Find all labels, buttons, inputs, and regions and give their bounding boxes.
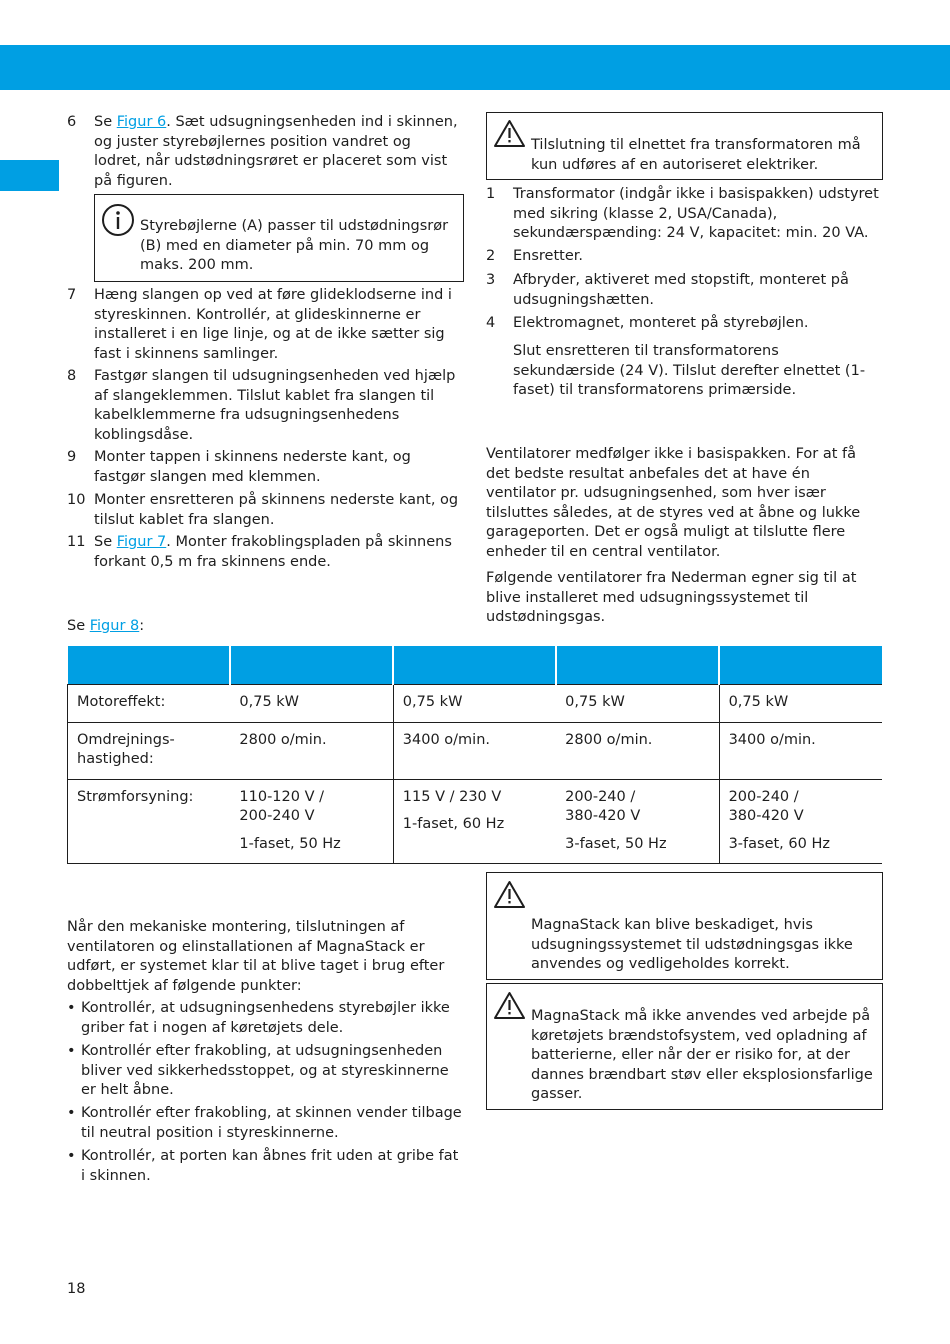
table-cell: 110-120 V / 200-240 V 1-faset, 50 Hz — [230, 779, 393, 864]
table-cell: 3400 o/min. — [393, 722, 556, 779]
wiring-item-4: 4 Elektromagnet, monteret på styrebøjlen. — [486, 315, 809, 331]
table-cell: 200-240 / 380-420 V 3-faset, 60 Hz — [719, 779, 882, 864]
warning-triangle-icon — [493, 991, 526, 1020]
figure-6-link[interactable]: Figur 6 — [116, 114, 167, 130]
table-header-cell — [393, 646, 556, 685]
table-cell: 0,75 kW — [556, 685, 719, 723]
see-figure-8: Se Figur 8: — [67, 618, 145, 634]
table-header-row — [68, 646, 883, 685]
table-cell: 0,75 kW — [230, 685, 393, 723]
row-label: Strømforsyning: — [68, 779, 231, 864]
step-9: 9 Monter tappen i skinnens nederste kant, og fastgør slangen med klemmen. — [67, 449, 411, 485]
step-7: 7 Hæng slangen op ved at føre glideklodserne ind i styreskinnen. Kontrollér, at glideskinnerne er installeret i en lige linje, og at de ikke sætter sig fast i skinnens samlinger. — [67, 287, 452, 362]
commissioning-intro: Når den mekaniske montering, tilslutningen af ventilatoren og elinstallationen af MagnaStack er udført, er systemet klar til at blive taget i brug efter dobbelttjek af følgende punkter: — [67, 919, 445, 994]
wiring-instruction: Slut ensretteren til transformatorens sekundærside (24 V). Tilslut derefter elnettet (1-faset) til transformatorens primærside. — [513, 343, 866, 398]
row-label: Omdrejnings- hastighed: — [68, 722, 231, 779]
table-cell: 0,75 kW — [393, 685, 556, 723]
checklist-item: • Kontrollér efter frakobling, at skinnen vender tilbage til neutral position i styreskinnerne. — [67, 1105, 462, 1141]
row-label: Motoreffekt: — [68, 685, 231, 723]
page-number: 18 — [67, 1281, 86, 1297]
table-header-cell — [68, 646, 231, 685]
step-number: 6 — [67, 114, 77, 130]
table-cell: 2800 o/min. — [230, 722, 393, 779]
ventilator-paragraph: Ventilatorer medfølger ikke i basispakken. For at få det bedste resultat anbefales det at have én ventilator pr. udsugningsenhed, som hver især tilsluttes således, at de styres ved at åbne og lukke garageporten. Det er også muligt at tilslutte flere enheder til en central ventilator. — [486, 446, 861, 560]
table-cell: 200-240 / 380-420 V 3-faset, 50 Hz — [556, 779, 719, 864]
table-cell: 115 V / 230 V 1-faset, 60 Hz — [393, 779, 556, 864]
table-row — [68, 779, 883, 864]
fuel-warning-text: MagnaStack må ikke anvendes ved arbejde på køretøjets brændstofsystem, ved opladning af batterierne, eller når der er risiko for, at der dannes brændbart støv eller eksplosionsfarlige gasser. — [531, 1008, 873, 1102]
table-header-cell — [719, 646, 882, 685]
table-row — [68, 685, 883, 723]
info-circle-icon — [101, 203, 135, 237]
step-6: 6 Se Figur 6. Sæt udsugningsenheden ind i skinnen, og juster styrebøjlernes position vandret og lodret, når udstødningsrøret er placeret som vist på figuren. — [67, 113, 462, 191]
step-10: 10 Monter ensretteren på skinnens nederste kant, og tilslut kablet fra slangen. — [67, 492, 459, 528]
wiring-item-2: 2 Ensretter. — [486, 248, 584, 264]
table-cell: 0,75 kW — [719, 685, 882, 723]
ventilator-spec-table — [67, 646, 882, 864]
table-row — [68, 722, 883, 779]
warning-triangle-icon — [493, 880, 526, 909]
electric-warning-box — [486, 112, 883, 180]
checklist-item: • Kontrollér, at udsugningsenhedens styrebøjler ikke griber fat i nogen af køretøjets dele. — [67, 1000, 450, 1036]
warning-triangle-icon — [493, 119, 526, 148]
fuel-warning-box — [486, 983, 883, 1110]
electric-warning-text: Tilslutning til elnettet fra transformatoren må kun udføres af en autoriseret elektriker. — [531, 137, 861, 173]
figure-7-link[interactable]: Figur 7 — [116, 534, 167, 550]
header-bar — [0, 45, 950, 90]
step-8: 8 Fastgør slangen til udsugningsenheden ved hjælp af slangeklemmen. Tilslut kablet fra slangen til kabelklemmerne fra udsugningsenhedens koblingsdåse. — [67, 368, 456, 443]
damage-warning-box — [486, 872, 883, 980]
section-tab-marker — [0, 160, 59, 191]
figure-8-link[interactable]: Figur 8 — [89, 618, 140, 634]
checklist-item: • Kontrollér efter frakobling, at udsugningsenheden bliver ved sikkerhedsstoppet, og at styreskinnerne er helt åbne. — [67, 1043, 449, 1098]
info-note-text: Styrebøjlerne (A) passer til udstødningsrør (B) med en diameter på min. 70 mm og maks. 200 mm. — [140, 218, 449, 273]
wiring-item-1: 1 Transformator (indgår ikke i basispakken) udstyret med sikring (klasse 2, USA/Canada), sekundærspænding: 24 V, kapacitet: min. 20 VA. — [486, 186, 879, 241]
damage-warning-text: MagnaStack kan blive beskadiget, hvis udsugningssystemet til udstødningsgas ikke anvendes og vedligeholdes korrekt. — [531, 917, 853, 972]
table-header-cell — [556, 646, 719, 685]
info-note-box — [94, 194, 464, 282]
table-cell: 3400 o/min. — [719, 722, 882, 779]
table-header-cell — [230, 646, 393, 685]
ventilator-suitable-paragraph: Følgende ventilatorer fra Nederman egner sig til at blive installeret med udsugningssystemet til udstødningsgas. — [486, 570, 857, 625]
table-cell: 2800 o/min. — [556, 722, 719, 779]
wiring-item-3: 3 Afbryder, aktiveret med stopstift, monteret på udsugningshætten. — [486, 272, 849, 308]
checklist-item: • Kontrollér, at porten kan åbnes frit uden at gribe fat i skinnen. — [67, 1148, 459, 1184]
step-11: 11 Se Figur 7. Monter frakoblingspladen på skinnens forkant 0,5 m fra skinnens ende. — [67, 534, 452, 570]
